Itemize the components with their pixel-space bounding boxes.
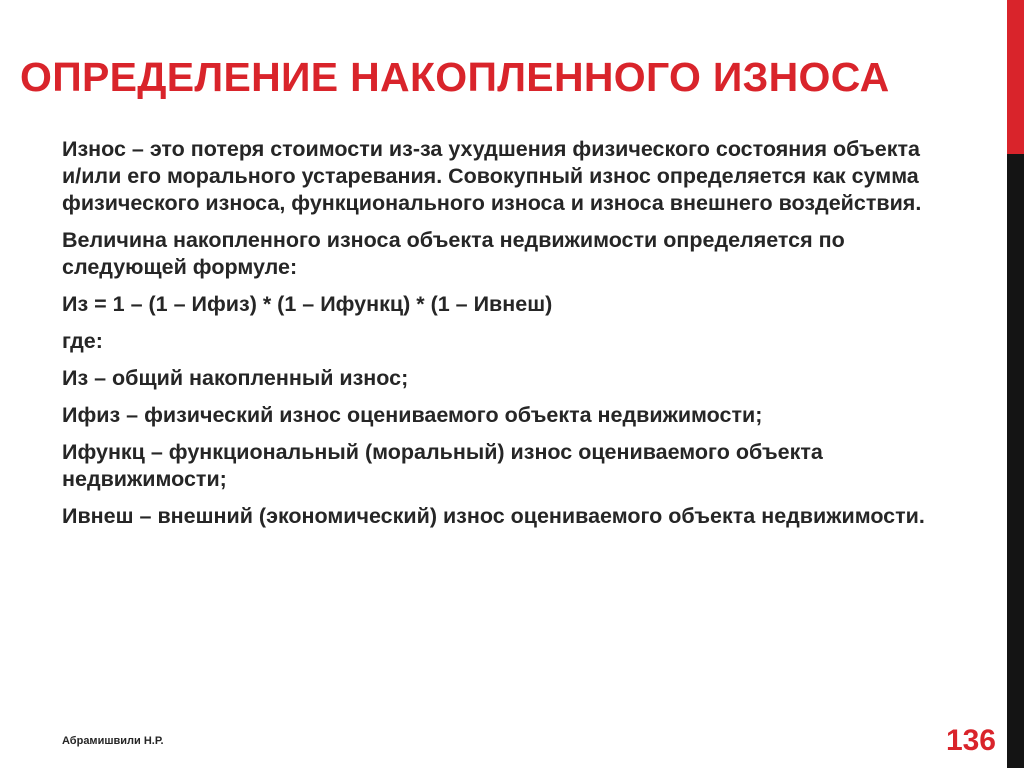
slide-title: ОПРЕДЕЛЕНИЕ НАКОПЛЕННОГО ИЗНОСА xyxy=(20,54,890,100)
paragraph-definition: Износ – это потеря стоимости из-за ухудшения физического состояния объекта и/или его морального устаревания. Совокупный износ определяется как сумма физического износа, функционального износа и износа внешнего воздействия. xyxy=(62,137,922,215)
paragraph-formula: Из = 1 – (1 – Ифиз) * (1 – Ифункц) * (1 – Ивнеш) xyxy=(62,292,553,316)
slide-body xyxy=(62,136,942,540)
paragraph-total-wear: Из – общий накопленный износ; xyxy=(62,366,409,390)
paragraph-formula-intro: Величина накопленного износа объекта недвижимости определяется по следующей формуле: xyxy=(62,228,845,279)
paragraph-external-wear: Ивнеш – внешний (экономический) износ оцениваемого объекта недвижимости. xyxy=(62,504,925,528)
paragraph-physical-wear: Ифиз – физический износ оцениваемого объекта недвижимости; xyxy=(62,403,763,427)
side-accent-bar-red xyxy=(1007,0,1024,154)
paragraph-functional-wear: Ифункц – функциональный (моральный) износ оцениваемого объекта недвижимости; xyxy=(62,440,823,491)
page-number: 136 xyxy=(945,724,996,757)
side-accent-bar-dark xyxy=(1007,154,1024,768)
author-footer: Абрамишвили Н.Р. xyxy=(62,735,164,747)
paragraph-where: где: xyxy=(62,329,103,353)
